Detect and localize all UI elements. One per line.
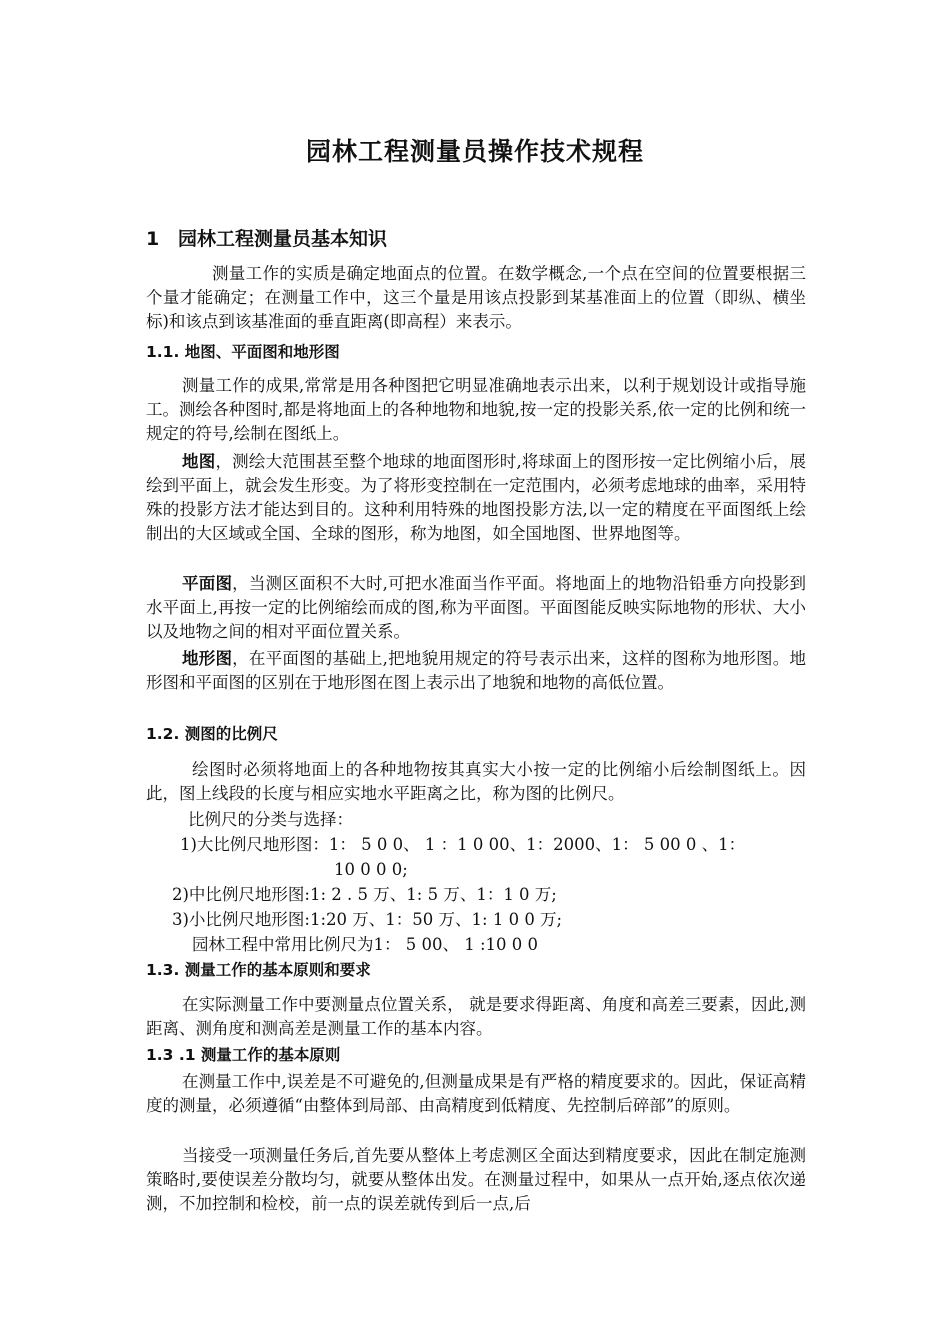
map-definition-text: ，测绘大范围甚至整个地球的地面图形时,将球面上的图形按一定比例缩小后，展绘到平面上，就会发生形变。为了将形变控制在一定范围内，必须考虑地球的曲率，采用特殊的投影方法才能达到目的。这种利用特殊的地图投影方法,以一定的精度在平面图纸上绘制出的大区域或全国、全球的图形，称为地图，如全国地图、世界地图等。 <box>146 452 807 543</box>
scale-item-large: 1)大比例尺地形图：1： 5 0 0、 1 ：1 0 00、1：2000、1： 5 00 0 、1： <box>180 835 746 854</box>
section-1-3-heading: 1.3. 测量工作的基本原则和要求 <box>146 961 371 979</box>
paragraph-1-1-a: 测量工作的成果,常常是用各种图把它明显准确地表示出来，以利于规划设计或指导施工。测绘各种图时,都是将地面上的各种地物和地貌,按一定的投影关系,依一定的比例和统一规定的符号,绘制在图纸上。 <box>146 376 806 443</box>
paragraph-1-3-1-a: 在测量工作中,误差是不可避免的,但测量成果是有严格的精度要求的。因此，保证高精度的测量，必须遵循“由整体到局部、由高精度到低精度、先控制后碎部”的原则。 <box>146 1072 806 1115</box>
scale-intro: 比例尺的分类与选择： <box>188 810 353 829</box>
scale-item-large-cont: 10 0 0 0; <box>334 860 408 879</box>
document-title: 园林工程测量员操作技术规程 <box>305 137 644 166</box>
scale-common: 园林工程中常用比例尺为1： 5 00、 1 :10 0 0 <box>192 935 539 954</box>
section-1-2-heading: 1.2. 测图的比例尺 <box>146 725 278 743</box>
paragraph-1-2: 绘图时必须将地面上的各种地物按其真实大小按一定的比例缩小后绘制图纸上。因此，图上线段的长度与相应实地水平距离之比，称为图的比例尺。 <box>146 760 806 803</box>
term-plan: 平面图 <box>182 574 233 593</box>
intro-paragraph: 测量工作的实质是确定地面点的位置。在数学概念,一个点在空间的位置要根据三个量才能确定；在测量工作中，这三个量是用该点投影到某基准面上的位置（即纵、横坐标)和该点到该基准面的垂直距离(即高程）来表示。 <box>146 264 806 331</box>
scale-item-medium: 2)中比例尺地形图:1: 2 . 5 万、1: 5 万、1：1 0 万; <box>172 885 557 904</box>
paragraph-topo-definition <box>146 647 806 695</box>
scale-item-small: 3)小比例尺地形图:1:20 万、1：50 万、1: 1 0 0 万; <box>172 910 563 929</box>
section-1-heading <box>146 224 387 251</box>
plan-definition-text: ，当测区面积不大时,可把水准面当作平面。将地面上的地物沿铅垂方向投影到水平面上,再按一定的比例缩绘而成的图,称为平面图。平面图能反映实际地物的形状、大小以及地物之间的相对平面位置关系。 <box>146 574 806 641</box>
term-topographic-map: 地形图 <box>182 649 233 668</box>
topo-definition-text: ，在平面图的基础上,把地貌用规定的符号表示出来，这样的图称为地形图。地形图和平面图的区别在于地形图在图上表示出了地貌和地物的高低位置。 <box>146 649 806 692</box>
section-1-number: 1 <box>146 228 160 250</box>
paragraph-1-3: 在实际测量工作中要测量点位置关系， 就是要求得距离、角度和高差三要素，因此,测距离、测角度和测高差是测量工作的基本内容。 <box>146 995 806 1038</box>
section-1-title: 园林工程测量员基本知识 <box>178 228 388 250</box>
section-1-1-heading: 1.1. 地图、平面图和地形图 <box>146 343 340 361</box>
section-1-3-1-heading: 1.3 .1 测量工作的基本原则 <box>146 1046 341 1064</box>
paragraph-1-3-1-b: 当接受一项测量任务后,首先要从整体上考虑测区全面达到精度要求，因此在制定施测策略时,要使误差分散均匀，就要从整体出发。在测量过程中，如果从一点开始,逐点依次递测，不加控制和检校，前一点的误差就传到后一点,后 <box>146 1146 806 1213</box>
term-map: 地图 <box>182 452 216 471</box>
paragraph-map-definition <box>146 450 806 546</box>
paragraph-plan-definition <box>146 572 806 644</box>
